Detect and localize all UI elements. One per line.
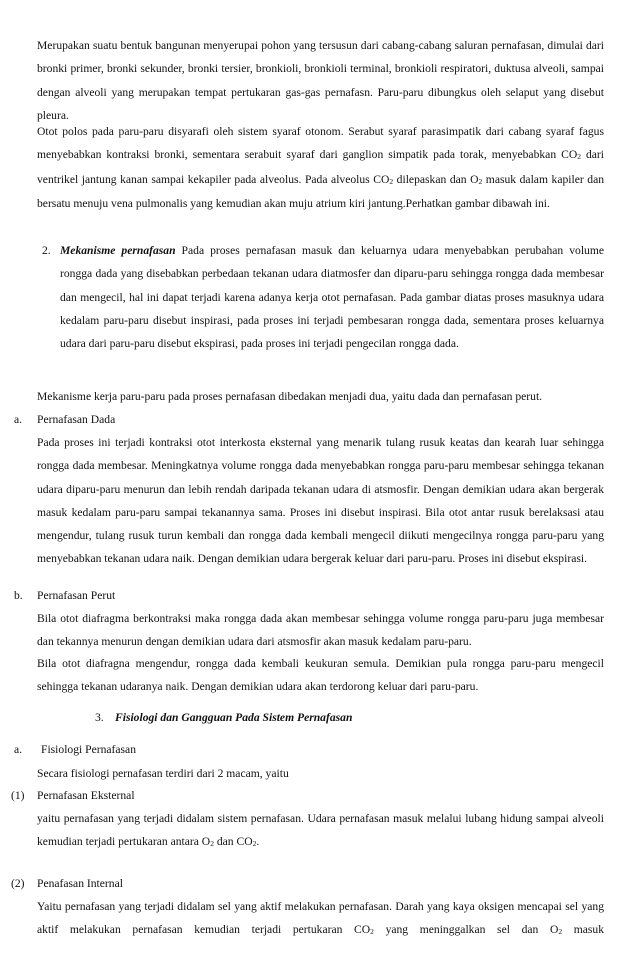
item-2-paragraph — [60, 239, 604, 355]
list-item-2-marker: (2) — [11, 877, 25, 890]
list-item-2-text-b: yang meninggalkan sel dan O — [373, 923, 559, 937]
fisiologi-heading: Fisiologi Pernafasan — [41, 743, 136, 756]
fisiologi-marker: a. — [14, 743, 23, 756]
intro-paragraph-2-text-a: Otot polos pada paru-paru disyarafi oleh sistem syaraf otonom. Serabut syaraf parasimpatik dari cabang syaraf fagus menyebabkan kontraksi bronki, sementara serabuit syaraf dari ganglion simpatik pada torak, menyebabkan CO — [37, 125, 604, 162]
list-item-1-text-a: yaitu pernafasan yang terjadi didalam sistem pernafasan. Udara pernafasan masuk melalui lubang hidung sampai alveoli kemudian terjadi pertukaran antara O — [37, 812, 604, 849]
list-item-2-text-a: Yaitu pernafasan yang terjadi didalam sel yang aktif melakukan pernafasan. Darah yang kaya oksigen mencapai sel yang aktif melakukan pernafasan kemudian terjadi pertukaran CO — [37, 900, 604, 937]
intro-paragraph-2-text-c: dilepaskan dan O — [393, 172, 479, 186]
item-2-number: 2. — [42, 244, 51, 257]
list-item-1-marker: (1) — [11, 789, 25, 802]
intro-paragraph-1-text: Merupakan suatu bentuk bangunan menyerupai pohon yang tersusun dari cabang-cabang saluran pernafasan, dimulai dari bronki primer, bronki sekunder, bronki tersier, bronkioli, bronkioli terminal, bronkioli respiratori, duktusa alveoli, sampai dengan alveoli yang merupakan tempat pertukaran gas-gas pernafasn. Paru-paru dibungkus oleh selaput yang disebut pleura. — [37, 39, 604, 122]
subscript: 2 — [558, 927, 563, 937]
fisiologi-intro: Secara fisiologi pernafasan terdiri dari 2 macam, yaitu — [37, 767, 289, 780]
list-item-1-text-b: dan CO — [213, 835, 253, 849]
subscript: 2 — [577, 152, 581, 162]
section-a-text: Pada proses ini terjadi kontraksi otot interkosta eksternal yang menarik tulang rusuk keatas dan kearah luar sehingga rongga dada membesar. Meningkatnya volume rongga dada menyebabkan rongga paru-paru membesar sehingga tekanan udara diparu-paru menurun dan lebih rendah daripada tekanan udara di atsmosfir. Dengan demikian udara akan bergerak masuk kedalam paru-paru sampai tekanannya sama. Proses ini disebut inspirasi. Bila otot antar rusuk berelaksasi atau mengendur, tulang rusuk turun kembali dan rongga dada kembali mengecil diikuti mengecilnya rongga paru-paru yang menyebabkan tekanan udara naik. Dengan demikian udara bergerak keluar dari paru-paru. Proses ini disebut ekspirasi. — [37, 436, 604, 566]
list-item-2-heading: Penafasan Internal — [37, 877, 123, 890]
section-b-text-1: Bila otot diafragma berkontraksi maka rongga dada akan membesar sehingga volume rongga paru-paru juga membesar dan tekannya menurun dengan demikian udara dari atsmosfir akan masuk kedalam paru-paru. — [37, 612, 604, 649]
intro-paragraph-2-text-d: masuk dalam kapiler dan bersatu menuju vena pulmonalis yang kemudian akan muju atrium kiri jantung.Perhatkan gambar dibawah ini. — [37, 172, 605, 210]
subscript: 2 — [478, 176, 483, 186]
section-a-heading: Pernafasan Dada — [37, 413, 116, 426]
list-item-1-text-c: . — [256, 835, 260, 849]
subscript: 2 — [389, 176, 394, 186]
section-b-text-2: Bila otot diafragna mengendur, rongga dada kembali keukuran semula. Demikian pula rongga paru-paru mengecil sehingga tekanan udaranya naik. Dengan demikian udara akan terdorong keluar dari paru-paru. — [37, 657, 604, 694]
section-3-number: 3. — [95, 711, 104, 724]
subscript: 2 — [252, 839, 257, 849]
section-b-marker: b. — [14, 589, 23, 602]
intro-paragraph-2 — [37, 120, 604, 215]
intro-paragraph-1 — [37, 34, 604, 127]
list-item-1-text — [37, 807, 604, 855]
mechanism-intro: Mekanisme kerja paru-paru pada proses pernafasan dibedakan menjadi dua, yaitu dada dan pernafasan perut. — [37, 390, 543, 403]
list-item-1-heading: Pernafasan Eksternal — [37, 789, 135, 802]
subscript: 2 — [370, 927, 374, 937]
list-item-2-text — [37, 895, 604, 943]
section-b-heading: Pernafasan Perut — [37, 589, 116, 602]
intro-paragraph-2-text-b: dari ventrikel jantung kanan sampai kekapiler pada alveolus. Pada alveolus CO — [37, 148, 604, 186]
section-3-title: Fisiologi dan Gangguan Pada Sistem Pernafasan — [115, 711, 353, 724]
subscript: 2 — [210, 839, 214, 849]
item-2-text: Pada proses pernafasan masuk dan keluarnya udara menyebabkan perubahan volume rongga dada yang disebabkan perbedaan tekanan udara diatmosfer dan diparu-paru sehingga rongga dada membesar dan mengecil, hal ini dapat terjadi karena adanya kerja otot pernafasan. Pada gambar diatas proses masuknya udara kedalam paru-paru disebut inspirasi, pada proses ini terjadi pembesaran rongga dada, sementara proses keluarnya udara dari paru-paru disebut ekspirasi, pada proses ini terjadi pengecilan rongga dada. — [60, 244, 604, 351]
list-item-2-text-c: masuk — [562, 923, 605, 937]
item-2-title: Mekanisme pernafasan — [60, 244, 176, 257]
section-a-marker: a. — [14, 413, 23, 426]
